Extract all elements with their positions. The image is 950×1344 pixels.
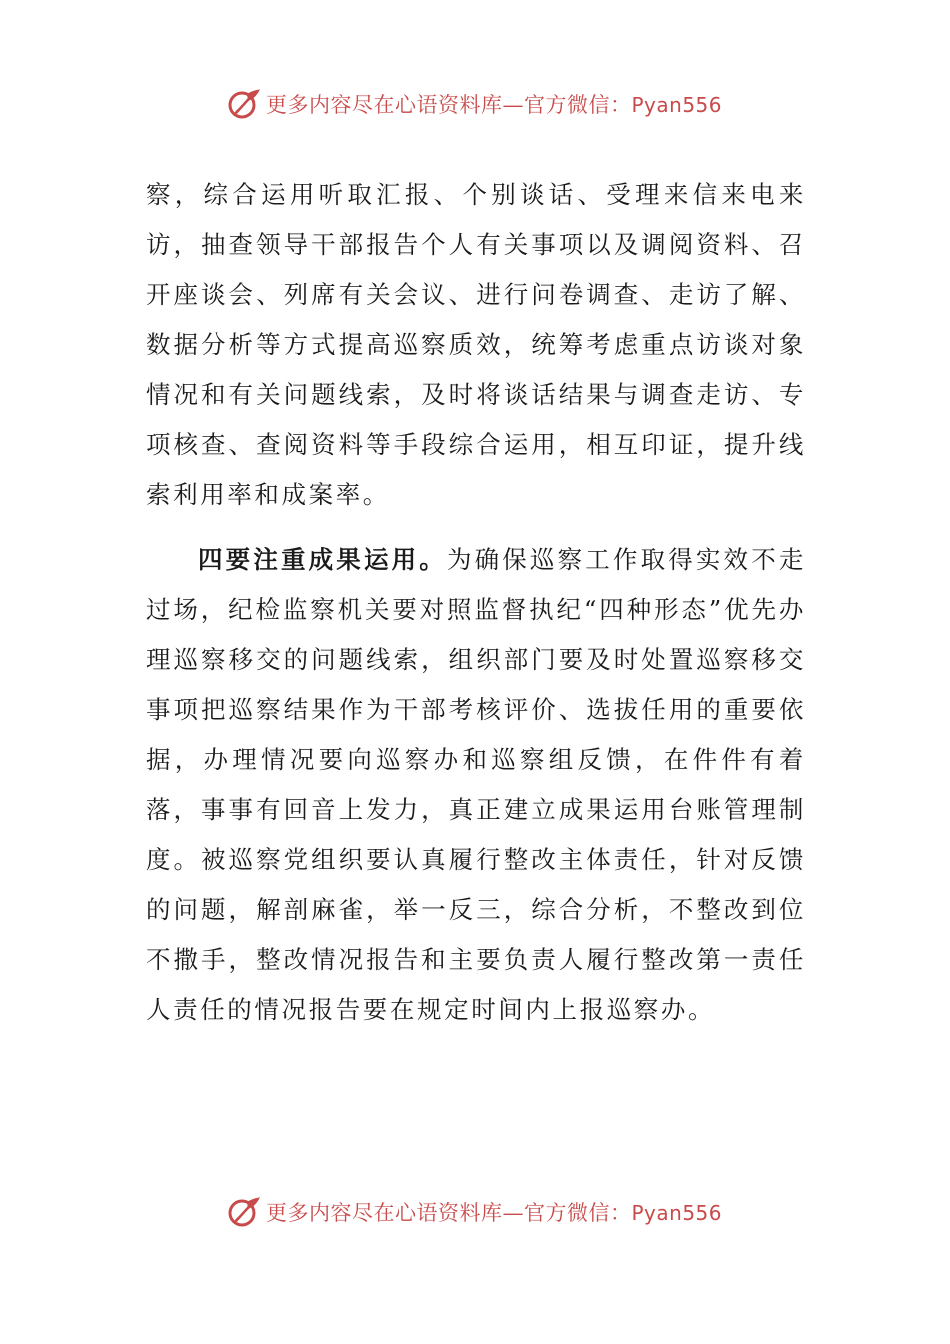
banner-dash: — xyxy=(502,93,524,117)
banner-text xyxy=(266,1197,722,1227)
banner-promo: 更多内容尽在心语资料库 xyxy=(266,1201,503,1225)
quill-logo-icon xyxy=(226,1194,262,1230)
paragraph-body: 察，综合运用听取汇报、个别谈话、受理来信来电来访，抽查领导干部报告个人有关事项以及调阅资料、召开座谈会、列席有关会议、进行问卷调查、走访了解、数据分析等方式提高巡察质效，统筹考虑重点访谈对象情况和有关问题线索，及时将谈话结果与调查走访、专项核查、查阅资料等手段综合运用，相互印证，提升线索利用率和成案率。 xyxy=(146,180,806,509)
footer-banner xyxy=(226,1192,722,1232)
banner-wechat-id: Pyan556 xyxy=(631,93,723,117)
header-banner xyxy=(226,84,722,124)
banner-wechat-label: 官方微信： xyxy=(524,93,632,117)
paragraph-results-use xyxy=(146,535,806,1035)
paragraph-lead: 四要注重成果运用。 xyxy=(198,545,447,574)
banner-wechat-id: Pyan556 xyxy=(631,1201,723,1225)
paragraph-continuation xyxy=(146,170,806,520)
banner-wechat-label: 官方微信： xyxy=(524,1201,632,1225)
banner-dash: — xyxy=(502,1201,524,1225)
paragraph-body: 为确保巡察工作取得实效不走过场，纪检监察机关要对照监督执纪“四种形态”优先办理巡察移交的问题线索，组织部门要及时处置巡察移交事项把巡察结果作为干部考核评价、选拔任用的重要依据，办理情况要向巡察办和巡察组反馈，在件件有着落，事事有回音上发力，真正建立成果运用台账管理制度。被巡察党组织要认真履行整改主体责任，针对反馈的问题，解剖麻雀，举一反三，综合分析，不整改到位不撒手，整改情况报告和主要负责人履行整改第一责任人责任的情况报告要在规定时间内上报巡察办。 xyxy=(146,545,806,1024)
banner-promo: 更多内容尽在心语资料库 xyxy=(266,93,503,117)
banner-text xyxy=(266,89,722,119)
quill-logo-icon xyxy=(226,86,262,122)
